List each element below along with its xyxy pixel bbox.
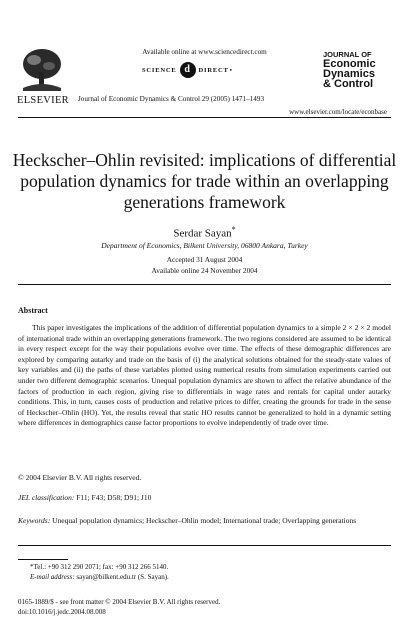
footnote-email-address[interactable]: sayan@bilkent.edu.tr (S. Sayan). — [76, 573, 169, 581]
issn-line: 0165-1889/$ - see front matter © 2004 Elsevier B.V. All rights reserved. — [18, 598, 221, 606]
sd-at-icon: d — [180, 62, 196, 78]
availability-text: Available online at www.sciencedirect.com — [142, 48, 267, 56]
keywords — [18, 516, 391, 527]
journal-badge-line1: JOURNAL OF — [323, 50, 372, 59]
accepted-date: Accepted 31 August 2004 — [166, 255, 243, 264]
author — [0, 225, 409, 240]
abstract-divider-top — [18, 284, 391, 285]
sciencedirect-logo — [142, 62, 233, 78]
footnote-rule — [18, 559, 68, 560]
author-footnote-mark[interactable]: * — [231, 225, 236, 234]
journal-url[interactable]: www.elsevier.com/locate/econbase — [289, 108, 387, 116]
header-divider — [18, 117, 391, 118]
sd-right-text: DIRECT — [198, 66, 229, 74]
sd-mark: • — [229, 66, 233, 74]
journal-badge-line4: & Control — [323, 78, 374, 91]
doi-line[interactable]: doi:10.1016/j.jedc.2004.08.008 — [18, 608, 106, 616]
publisher-name: ELSEVIER — [17, 95, 69, 106]
footnote-email — [30, 573, 169, 581]
paper-title: Heckscher–Ohlin revisited: implications of differential population dynamics for trade within an overlapping generations framework — [12, 150, 397, 212]
journal-badge-line2: Economic — [323, 57, 376, 70]
keywords-label: Keywords: — [18, 516, 51, 525]
abstract-copyright: © 2004 Elsevier B.V. All rights reserved. — [18, 473, 142, 482]
journal-citation: Journal of Economic Dynamics & Control 29 (2005) 1471–1493 — [78, 95, 265, 103]
jel-codes: F11; F43; D58; D91; J10 — [76, 493, 152, 502]
sd-left-text: SCIENCE — [142, 66, 177, 74]
journal-badge-line3: Dynamics — [323, 68, 375, 80]
keywords-text: Unequal population dynamics; Heckscher–Ohlin model; International trade; Overlapping generations — [52, 516, 357, 525]
journal-badge — [323, 52, 393, 89]
jel-classification — [18, 493, 151, 502]
footnote-email-label: E-mail address: — [30, 573, 75, 581]
footnote-tel: *Tel.: +90 312 290 2071; fax: +90 312 266 5140. — [30, 563, 169, 571]
jel-label: JEL classification: — [18, 493, 75, 502]
affiliation: Department of Economics, Bilkent University, 06800 Ankara, Turkey — [101, 241, 308, 250]
available-online-date: Available online 24 November 2004 — [151, 266, 258, 275]
abstract-heading: Abstract — [18, 306, 48, 315]
abstract-divider-bottom — [18, 545, 391, 546]
author-name: Serdar Sayan — [173, 227, 232, 240]
abstract-body — [18, 323, 391, 429]
abstract-paragraph: This paper investigates the implications of the addition of differential population dynamics to a simple 2 × 2 × 2 model of international trade within an overlapping generations framework. The two regions considered are assumed to be identical in every respect except for the way their populations evolve over time. The effects of these demographic differences are explored by comparing autarky and trade on the basis of (i) the analytical solutions obtained for the steady-state values of key variables and (ii) the paths of these variables plotted using numerical results from simulation experiments carried out under two different demographic scenarios. Unequal population dynamics are shown to affect the relative abundance of the factors of production in each region, giving rise to differentials in wage rates and rentals for capital under autarky conditions. This, in turn, causes costs of production and relative prices to differ, creating the grounds for trade in the sense of Heckscher–Ohlin (HO). Yet, the results reveal that static HO results cannot be generalized to hold in a dynamic setting where differences in demographics cause factor proportions to evolve independently of trade over time. — [18, 323, 391, 428]
